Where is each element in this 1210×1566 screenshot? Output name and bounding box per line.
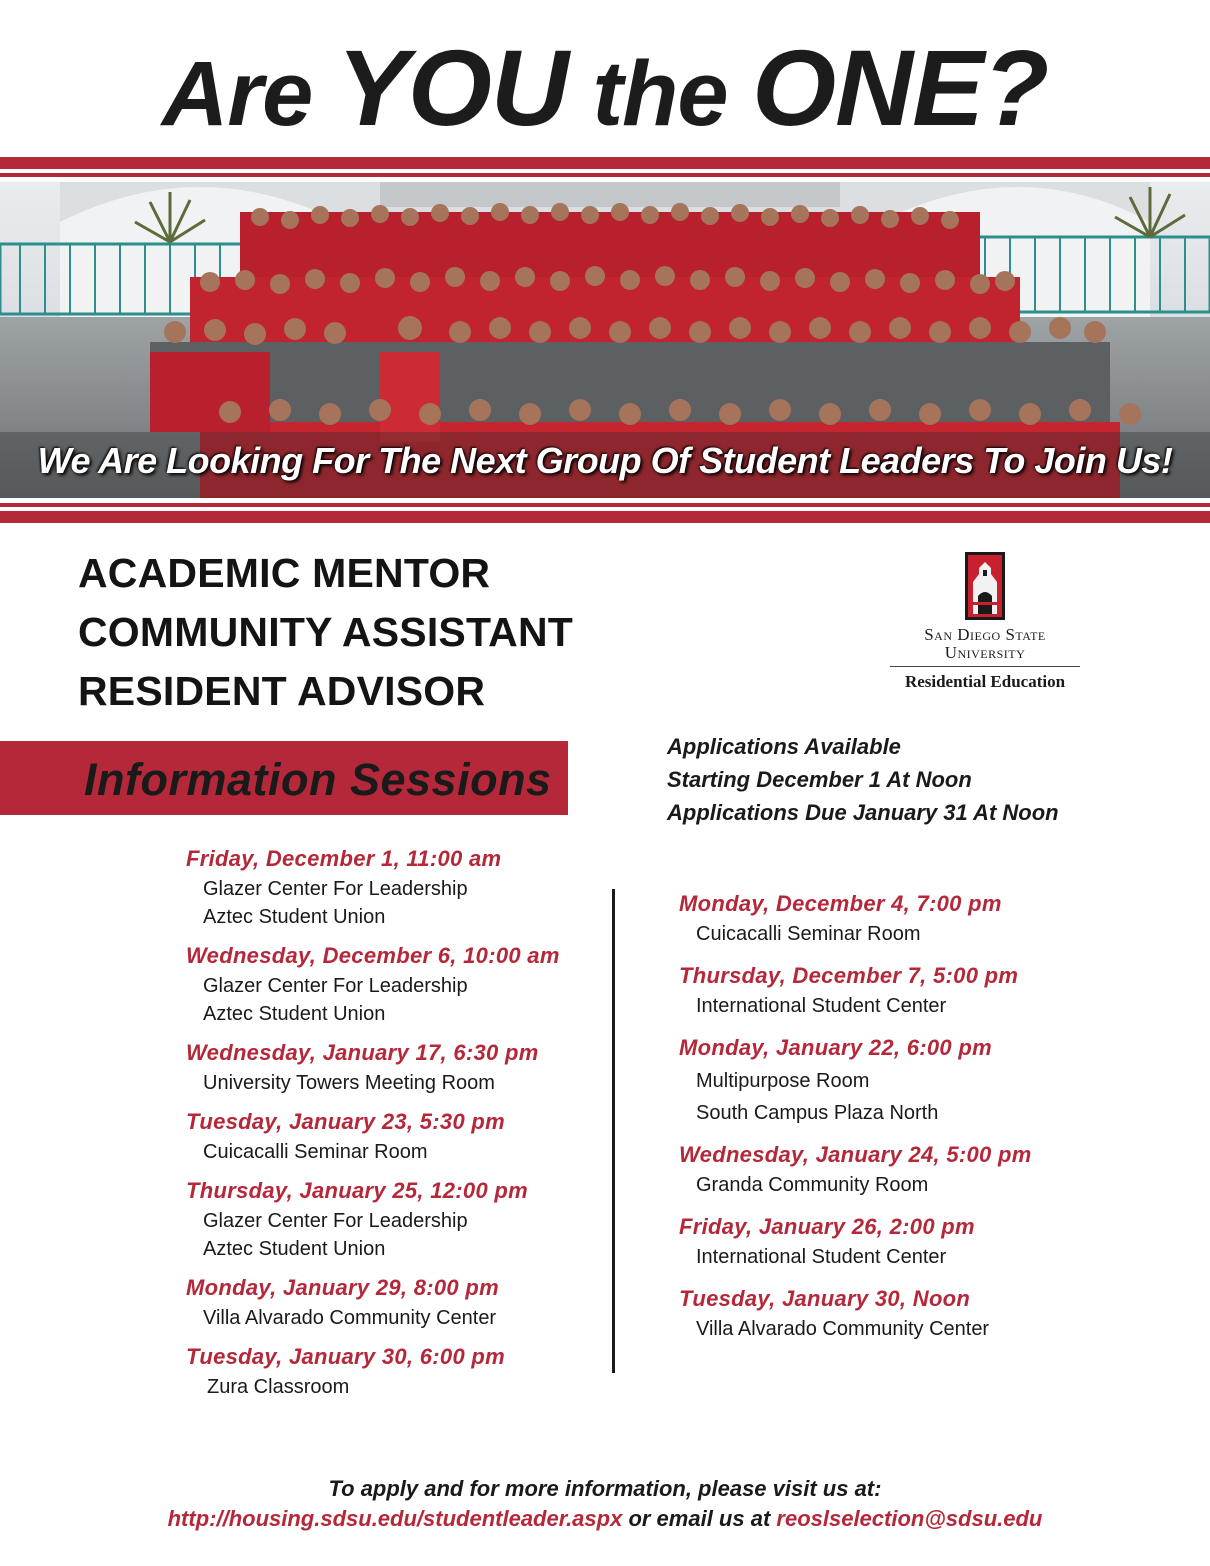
email-link[interactable]: reoslselection@sdsu.edu xyxy=(776,1506,1043,1531)
session-entry xyxy=(679,1032,1032,1127)
session-date: Wednesday, January 17, 6:30 pm xyxy=(186,1040,539,1065)
session-date: Tuesday, January 30, Noon xyxy=(679,1286,971,1311)
session-entry xyxy=(186,940,560,1028)
session-location: Villa Alvarado Community Center xyxy=(203,1307,497,1329)
headline-the: the xyxy=(567,43,753,145)
session-location: Aztec Student Union xyxy=(203,1003,386,1025)
session-location: Zura Classroom xyxy=(207,1376,350,1398)
session-entry xyxy=(679,1211,1032,1271)
top-rule-thick xyxy=(0,157,1210,169)
session-location: Multipurpose Room xyxy=(696,1070,870,1092)
session-date: Friday, December 1, 11:00 am xyxy=(186,846,502,871)
session-location: Aztec Student Union xyxy=(203,1238,386,1260)
position-resident-advisor: RESIDENT ADVISOR xyxy=(78,668,486,714)
applications-line-2: Starting December 1 At Noon xyxy=(667,767,972,792)
session-location: Aztec Student Union xyxy=(203,906,386,928)
headline-are: Are xyxy=(161,43,337,145)
footer-intro: To apply and for more information, please visit us at: xyxy=(328,1476,882,1501)
session-entry xyxy=(186,1341,560,1401)
session-location: South Campus Plaza North xyxy=(696,1102,939,1124)
session-location: Cuicacalli Seminar Room xyxy=(696,923,921,945)
session-date: Wednesday, December 6, 10:00 am xyxy=(186,943,560,968)
session-date: Tuesday, January 30, 6:00 pm xyxy=(186,1344,505,1369)
position-community-assistant: COMMUNITY ASSISTANT xyxy=(78,609,574,655)
bottom-rule-thin xyxy=(0,503,1210,507)
session-date: Friday, January 26, 2:00 pm xyxy=(679,1214,975,1239)
session-entry xyxy=(679,960,1032,1020)
session-date: Monday, January 29, 8:00 pm xyxy=(186,1275,499,1300)
session-date: Monday, January 22, 6:00 pm xyxy=(679,1035,992,1060)
website-link[interactable]: http://housing.sdsu.edu/studentleader.aspx xyxy=(167,1506,623,1531)
session-date: Thursday, January 25, 12:00 pm xyxy=(186,1178,528,1203)
session-entry xyxy=(186,843,560,931)
session-location: Villa Alvarado Community Center xyxy=(696,1318,990,1340)
footer-contact xyxy=(0,1504,1210,1534)
session-location: Glazer Center For Leadership xyxy=(203,878,468,900)
headline xyxy=(0,28,1210,154)
session-entry xyxy=(186,1106,560,1166)
sessions-left-column xyxy=(186,843,560,1410)
session-location: International Student Center xyxy=(696,1246,947,1268)
university-seal-icon xyxy=(965,552,1005,620)
session-date: Tuesday, January 23, 5:30 pm xyxy=(186,1109,505,1134)
logo-department: Residential Education xyxy=(904,672,1066,691)
logo-university-line2: University xyxy=(944,643,1026,662)
session-entry xyxy=(186,1272,560,1332)
sessions-right-column xyxy=(679,888,1032,1352)
logo-university-name xyxy=(890,626,1080,662)
positions-list xyxy=(78,544,573,721)
footer-connector: or email us at xyxy=(622,1506,777,1531)
session-location: International Student Center xyxy=(696,995,947,1017)
headline-one: ONE? xyxy=(752,27,1049,148)
info-sessions-title: Information Sessions xyxy=(84,754,552,805)
photo-caption: We Are Looking For The Next Group Of Student Leaders To Join Us! xyxy=(37,440,1173,481)
column-divider xyxy=(612,889,615,1373)
logo-divider xyxy=(890,666,1080,667)
applications-line-1: Applications Available xyxy=(667,734,901,759)
session-entry xyxy=(186,1175,560,1263)
top-rule-thin xyxy=(0,173,1210,177)
session-location: Glazer Center For Leadership xyxy=(203,1210,468,1232)
session-location: Cuicacalli Seminar Room xyxy=(203,1141,428,1163)
applications-info xyxy=(667,730,1059,829)
footer xyxy=(0,1474,1210,1534)
bottom-rule-thick xyxy=(0,511,1210,523)
logo-university-line1: San Diego State xyxy=(924,625,1046,644)
session-location: University Towers Meeting Room xyxy=(203,1072,495,1094)
session-entry xyxy=(186,1037,560,1097)
session-date: Thursday, December 7, 5:00 pm xyxy=(679,963,1019,988)
session-date: Monday, December 4, 7:00 pm xyxy=(679,891,1002,916)
session-entry xyxy=(679,1139,1032,1199)
position-academic-mentor: ACADEMIC MENTOR xyxy=(78,550,491,596)
session-entry xyxy=(679,1283,1032,1343)
session-date: Wednesday, January 24, 5:00 pm xyxy=(679,1142,1032,1167)
session-location: Glazer Center For Leadership xyxy=(203,975,468,997)
session-location: Granda Community Room xyxy=(696,1174,929,1196)
applications-line-3: Applications Due January 31 At Noon xyxy=(667,800,1059,825)
session-entry xyxy=(679,888,1032,948)
headline-you: YOU xyxy=(336,27,568,148)
